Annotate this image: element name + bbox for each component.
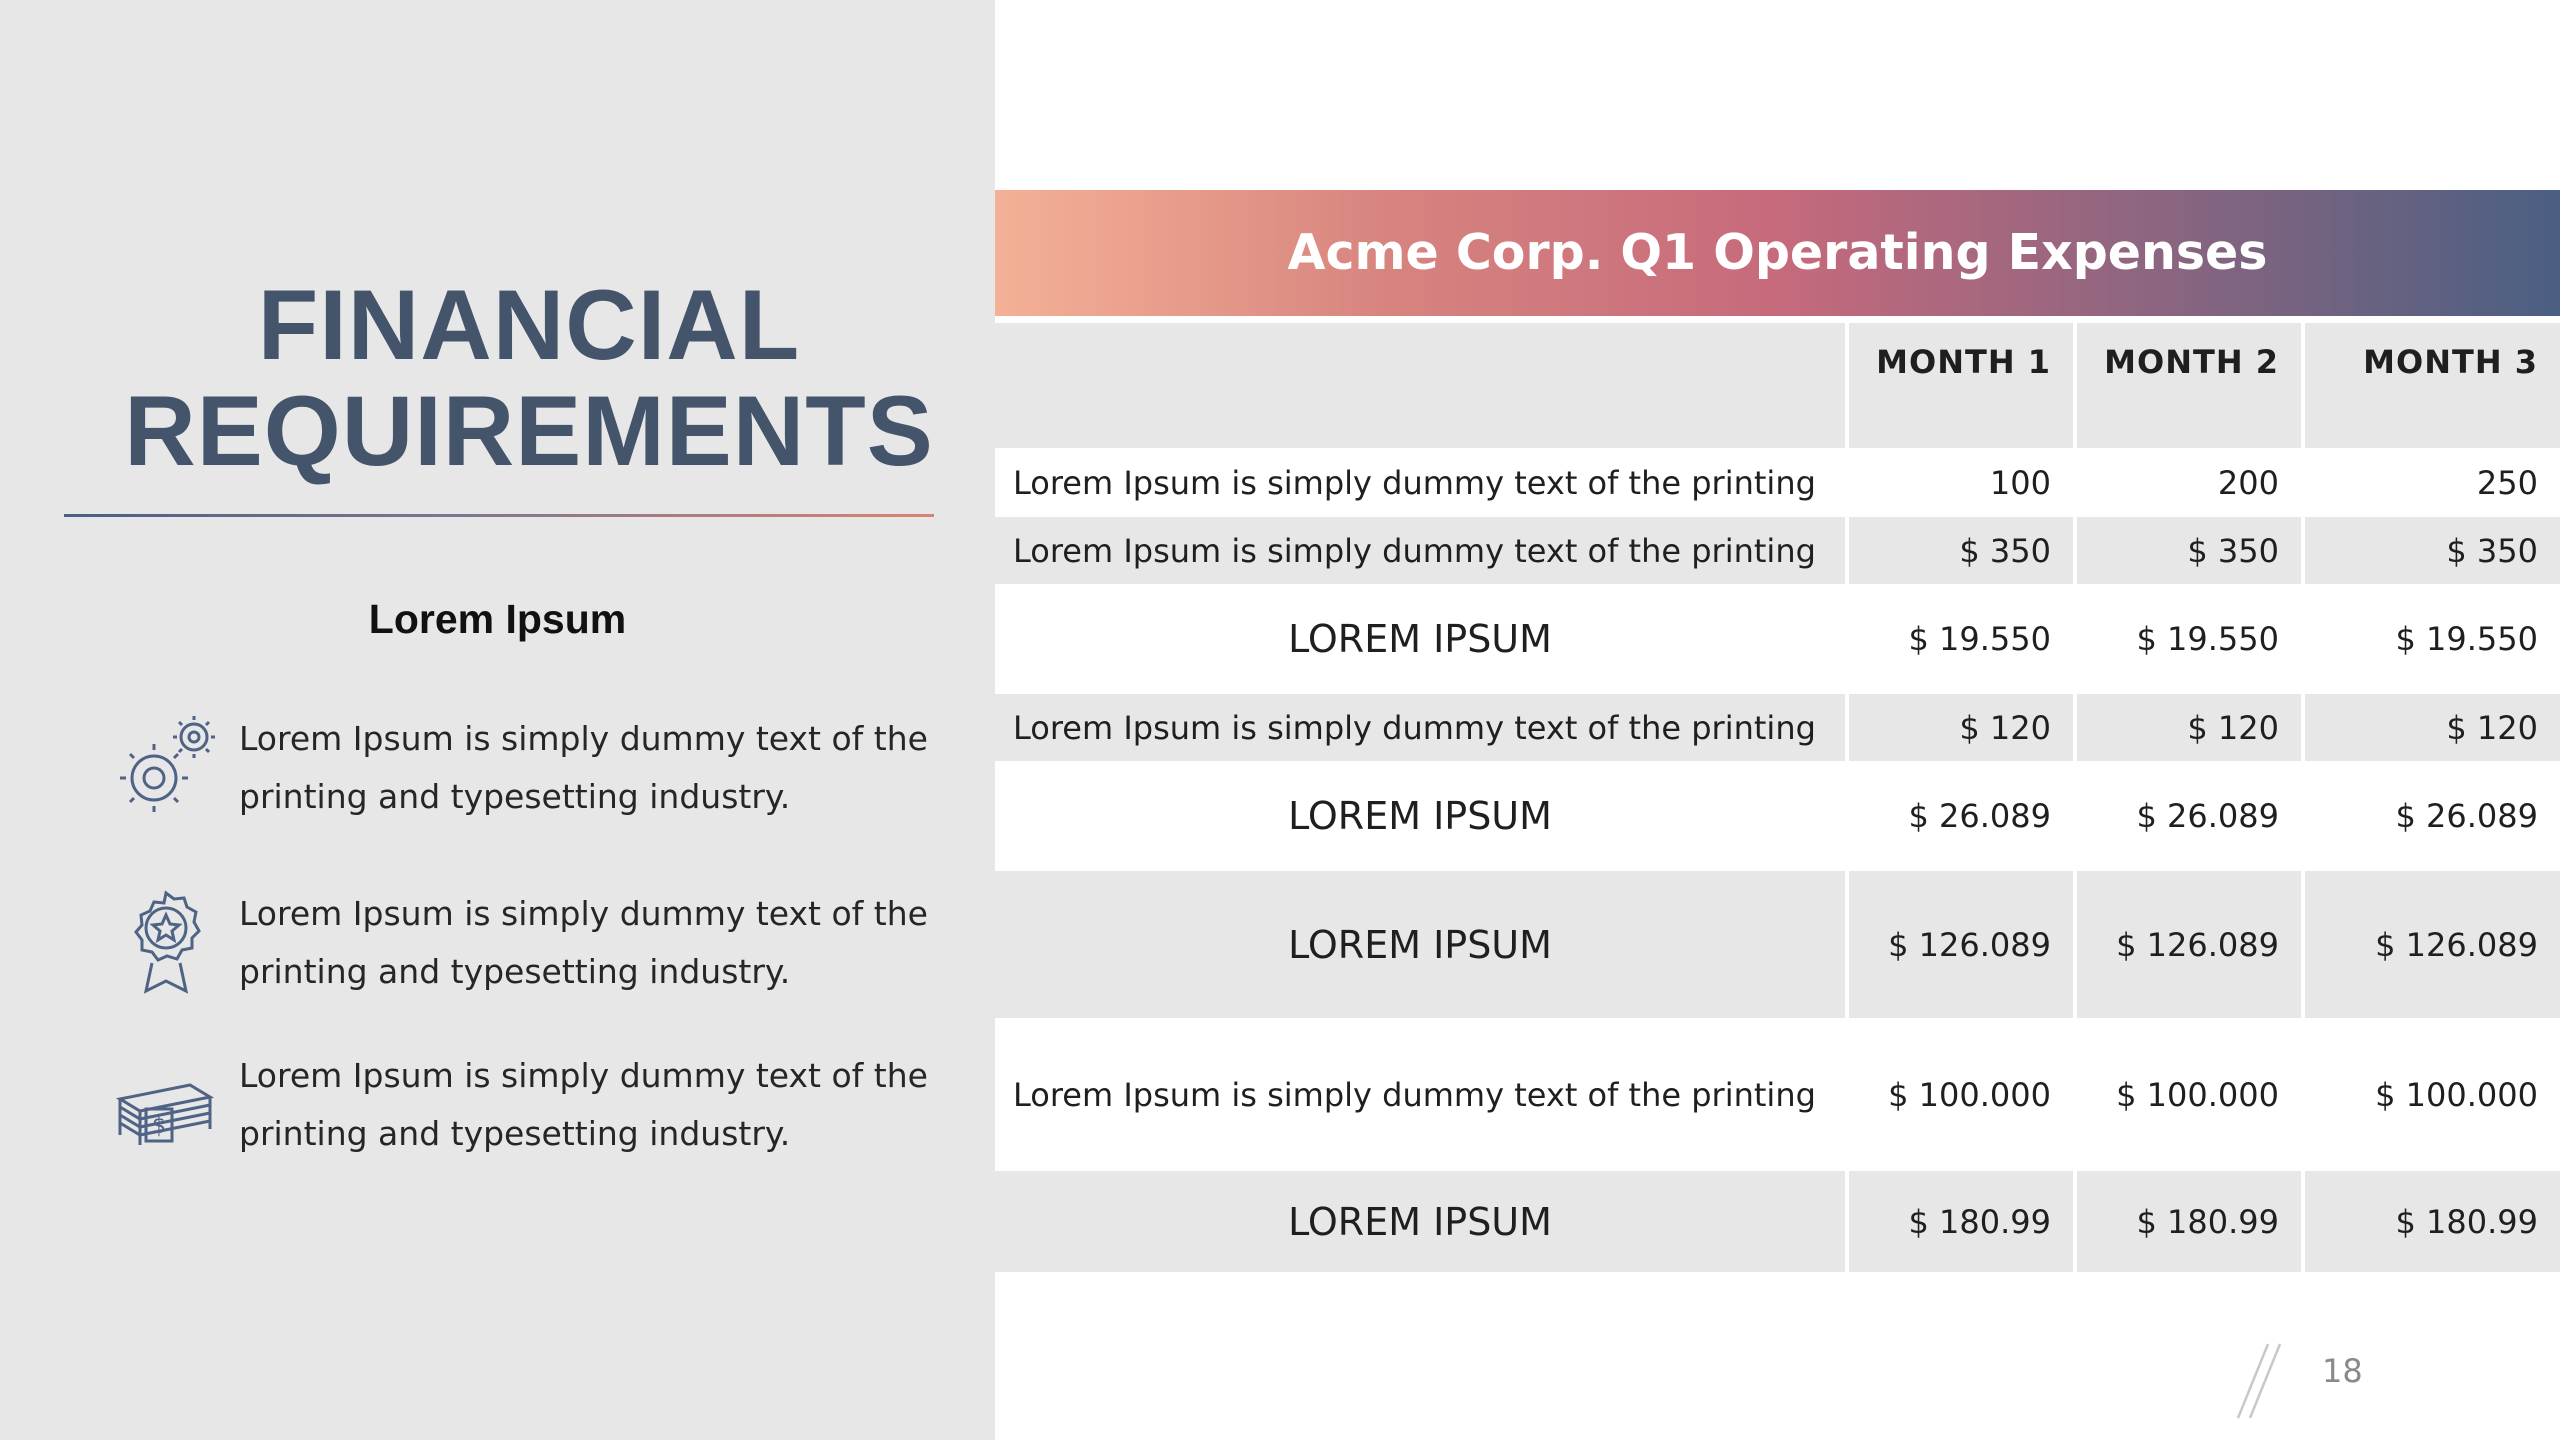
title-line-2: REQUIREMENTS (124, 375, 934, 486)
cell-month-2: $ 120 (2073, 691, 2301, 761)
cell-month-3: 250 (2301, 448, 2560, 514)
cell-month-1: $ 26.089 (1845, 761, 2073, 868)
title-divider (64, 514, 934, 517)
feature-item-1 (112, 710, 972, 840)
cell-month-1: $ 120 (1845, 691, 2073, 761)
table-row (995, 584, 2560, 691)
cell-month-3: $ 180.99 (2301, 1168, 2560, 1272)
cell-month-3: $ 19.550 (2301, 584, 2560, 691)
cell-month-2: $ 19.550 (2073, 584, 2301, 691)
header-label-cell (995, 323, 1845, 448)
table-row (995, 514, 2560, 584)
table-row (995, 761, 2560, 868)
left-panel (0, 0, 995, 1440)
cell-month-2: $ 350 (2073, 514, 2301, 584)
cell-month-2: $ 26.089 (2073, 761, 2301, 868)
section-heading: Lorem Ipsum (368, 596, 627, 642)
table-row (995, 1018, 2560, 1168)
cell-month-2: $ 126.089 (2073, 868, 2301, 1018)
feature-item-3 (112, 1047, 972, 1177)
row-label: LOREM IPSUM (995, 868, 1845, 1018)
table-header-row (995, 323, 2560, 448)
cell-month-3: $ 120 (2301, 691, 2560, 761)
table-title: Acme Corp. Q1 Operating Expenses (1287, 224, 2268, 281)
table-row (995, 868, 2560, 1018)
cell-month-2: 200 (2073, 448, 2301, 514)
table-header-band (995, 190, 2560, 316)
feature-item-2 (112, 885, 972, 1015)
feature-text-2: Lorem Ipsum is simply dummy text of the printing and typesetting industry. (239, 894, 928, 991)
row-label: LOREM IPSUM (995, 1168, 1845, 1272)
table-row (995, 691, 2560, 761)
title-line-1: FINANCIAL (257, 269, 801, 380)
header-month-3: MONTH 3 (2301, 323, 2560, 448)
cell-month-1: $ 350 (1845, 514, 2073, 584)
cell-month-1: $ 19.550 (1845, 584, 2073, 691)
table-row (995, 448, 2560, 514)
cell-month-3: $ 350 (2301, 514, 2560, 584)
row-label: Lorem Ipsum is simply dummy text of the printing (995, 514, 1845, 584)
page-title (64, 269, 994, 486)
money-stack-icon (112, 1047, 222, 1157)
feature-text-3: Lorem Ipsum is simply dummy text of the printing and typesetting industry. (239, 1056, 928, 1153)
table-row (995, 1168, 2560, 1272)
row-label: LOREM IPSUM (995, 761, 1845, 868)
cell-month-3: $ 100.000 (2301, 1018, 2560, 1168)
row-label: Lorem Ipsum is simply dummy text of the printing (995, 691, 1845, 761)
cell-month-1: $ 180.99 (1845, 1168, 2073, 1272)
cell-month-1: 100 (1845, 448, 2073, 514)
row-label: LOREM IPSUM (995, 584, 1845, 691)
feature-text-1: Lorem Ipsum is simply dummy text of the printing and typesetting industry. (239, 719, 928, 816)
slash-decoration-icon (2230, 1340, 2290, 1420)
page-number: 18 (2322, 1352, 2363, 1390)
cell-month-1: $ 100.000 (1845, 1018, 2073, 1168)
cell-month-1: $ 126.089 (1845, 868, 2073, 1018)
header-month-1: MONTH 1 (1845, 323, 2073, 448)
cell-month-3: $ 126.089 (2301, 868, 2560, 1018)
cell-month-3: $ 26.089 (2301, 761, 2560, 868)
cell-month-2: $ 180.99 (2073, 1168, 2301, 1272)
award-badge-icon (112, 885, 222, 995)
gear-cog-icon (112, 710, 222, 820)
row-label: Lorem Ipsum is simply dummy text of the printing (995, 448, 1845, 514)
cell-month-2: $ 100.000 (2073, 1018, 2301, 1168)
svg-text:$: $ (152, 1114, 166, 1139)
row-label: Lorem Ipsum is simply dummy text of the printing (995, 1018, 1845, 1168)
expenses-table (995, 323, 2560, 1272)
header-month-2: MONTH 2 (2073, 323, 2301, 448)
